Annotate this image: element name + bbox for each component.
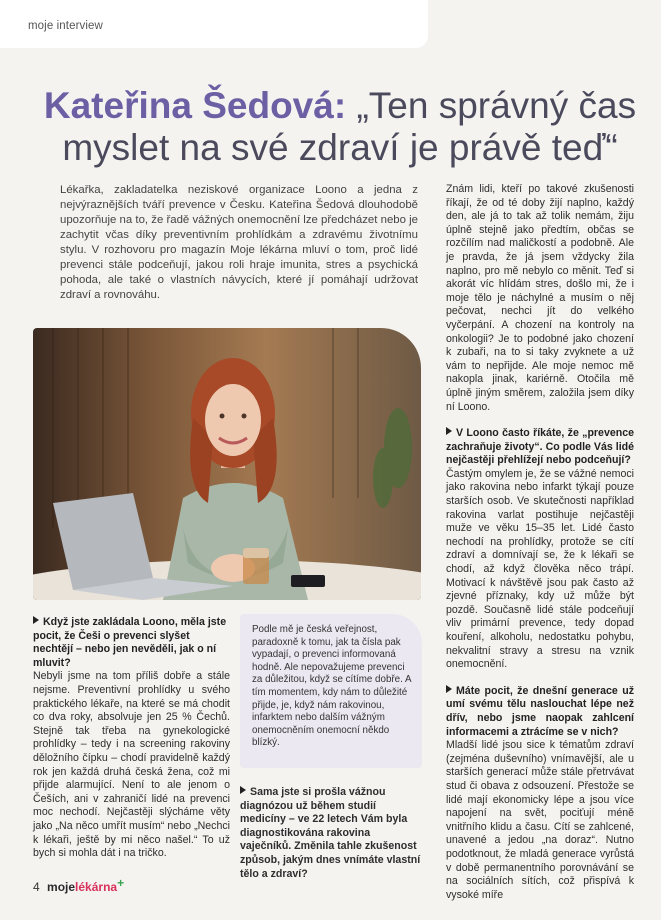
pull-quote: Podle mě je česká veřejnost, paradoxně k tomu, jak ta čísla pak vypadají, o prevenci informovaná hodně. Ale nepovažujeme prevenci za důležitou, když se cítíme dobře. A tím momentem, kdy nám to důležité přijde, je, když nám rakovinou, infarktem nebo dalším vážným onemocněním onemocní někdo blízký. xyxy=(240,614,422,768)
portrait-photo xyxy=(33,328,421,600)
intro-paragraph: Lékařka, zakladatelka neziskové organizace Loono a jedna z nejvýraznějších tváří prevence v Česku. Kateřina Šedová dlouhodobě upozorňuje na to, že řadě vážných onemocnění lze předcházet nebo je zachytit včas díky preventivním prohlídkám a zdravému životnímu stylu. V rozhovoru pro magazín Moje lékárna mluví o tom, proč lidé prevenci stále podceňují, jakou roli hraje imunita, stres a psychická pohoda, ale také o vlastních návycích, které jí pomáhají udržovat zdraví a rovnováhu. xyxy=(60,184,418,301)
page-number: 4 xyxy=(33,880,40,894)
title-quote: „Ten správný čas myslet na své zdraví je právě teď“ xyxy=(62,85,637,168)
title-name: Kateřina Šedová: xyxy=(43,85,347,126)
brand-moje: moje xyxy=(47,880,76,894)
answer-1: Nebyli jsme na tom příliš dobře a stále nejsme. Preventivní prohlídky u svého praktického lékaře, na které se má chodit co dva roky, absolvuje jen 25 % Čechů. Stejně tak třeba na gynekologické prohlídky – tedy i na screening rakoviny děložního čípku – chodí pravidelně každý rok jen každá druhá česká žena, což mi přijde alarmující. Není to ale jenom o Češích, ani v zahraničí lidé na prevenci moc nechodí. Nejčastěji slýcháme věty jako „Na něco umřít musím“ nebo „Nechci k lékaři, ještě by mi něco našel.“ To už bych si mohla dát i na tričko. xyxy=(33,670,230,860)
brand-lekarna: lékárna xyxy=(75,880,118,894)
article-title xyxy=(40,85,640,169)
answer-3: Častým omylem je, že se vážné nemoci jako rakovina nebo infarkt týkají pouze starších osob. Ve skutečnosti například rakovina varlat postihuje nejčastěji muže ve věku 15–35 let. Lidé často nechodí na prohlídky, protože se cítí zdraví a domnívají se, že k lékaři se chodí, až když člověka něco trápí. Motivací k návštěvě jsou pak často až zjevné příznaky, kdy už může být pozdě. Současně lidé stále podceňují vliv primární prevence, tedy dopad kouření, alkoholu, nedostatku pohybu, nekvalitní stravy a stresu na vznik onemocnění. xyxy=(446,467,634,671)
answer-2: Znám lidi, kteří po takové zkušenosti říkají, že od té doby žijí naplno, každý den, ale já to tak až tolik nemám, žiju úplně stejně jako předtím, občas se rozčílím nad maličkostí a podobně. Ale je pravda, že já jsem vždycky žila naplno, pro mě nebylo co měnit. Teď si akorát víc hlídám stres, došlo mi, že i moje tělo je náchylné a musím o něj pečovat, nechci jít do velkého vyčerpání. A chození na kontroly na onkologii? Je to podobné jako chození k zubaři, na to si taky zvyknete a už vám to nepřijde. Ale moje nemoc mě nakopla jinak, kariérně. Otočila mě úplně jiným směrem, založila jsem díky ní Loono. xyxy=(446,183,634,413)
question-1: Když jste zakládala Loono, měla jste pocit, že Češi o prevenci slyšet nechtějí – nebo jen nevěděli, jak o ní mluvit? xyxy=(33,616,227,669)
left-column xyxy=(33,616,230,861)
middle-column xyxy=(240,614,422,881)
arrow-icon xyxy=(240,786,246,794)
arrow-icon xyxy=(446,427,452,435)
question-4: Máte pocit, že dnešní generace už umí svému tělu naslouchat lépe než dřív, nebo jsme naopak zahlcení informacemi a ztrácíme se v nich? xyxy=(446,684,634,738)
section-label: moje interview xyxy=(28,20,103,32)
page-footer xyxy=(33,876,124,894)
arrow-icon xyxy=(33,616,39,624)
answer-4: Mladší lidé jsou sice k tématům zdraví (zejména duševního) vnímavější, ale u starších generací může stále přetrvávat stud či obava z odsouzení. Přestože se lidé mají ekonomicky lépe a jsou více napojení na svět, pociťují méně vnitřního klidu a času. Cítí se zahlcené, unavené a jedou „na doraz“. Nutno podotknout, že mladá generace vyrůstá v době permanentního porovnávání se na sociálních sítích, což přispívá k vysoké míře xyxy=(446,739,634,901)
right-column xyxy=(446,183,634,902)
question-3: V Loono často říkáte, že „prevence zachraňuje životy“. Co podle Vás lidé nejčastěji přehlížejí nebo podceňují? xyxy=(446,427,634,467)
arrow-icon xyxy=(446,685,452,693)
cross-icon: + xyxy=(117,876,125,890)
question-2: Sama jste si prošla vážnou diagnózou už během studií medicíny – ve 22 letech Vám byla diagnostikována rakovina vaječníků. Změnila tahle zkušenost způsob, jakým dnes vnímáte vlastní tělo a zdraví? xyxy=(240,786,421,880)
